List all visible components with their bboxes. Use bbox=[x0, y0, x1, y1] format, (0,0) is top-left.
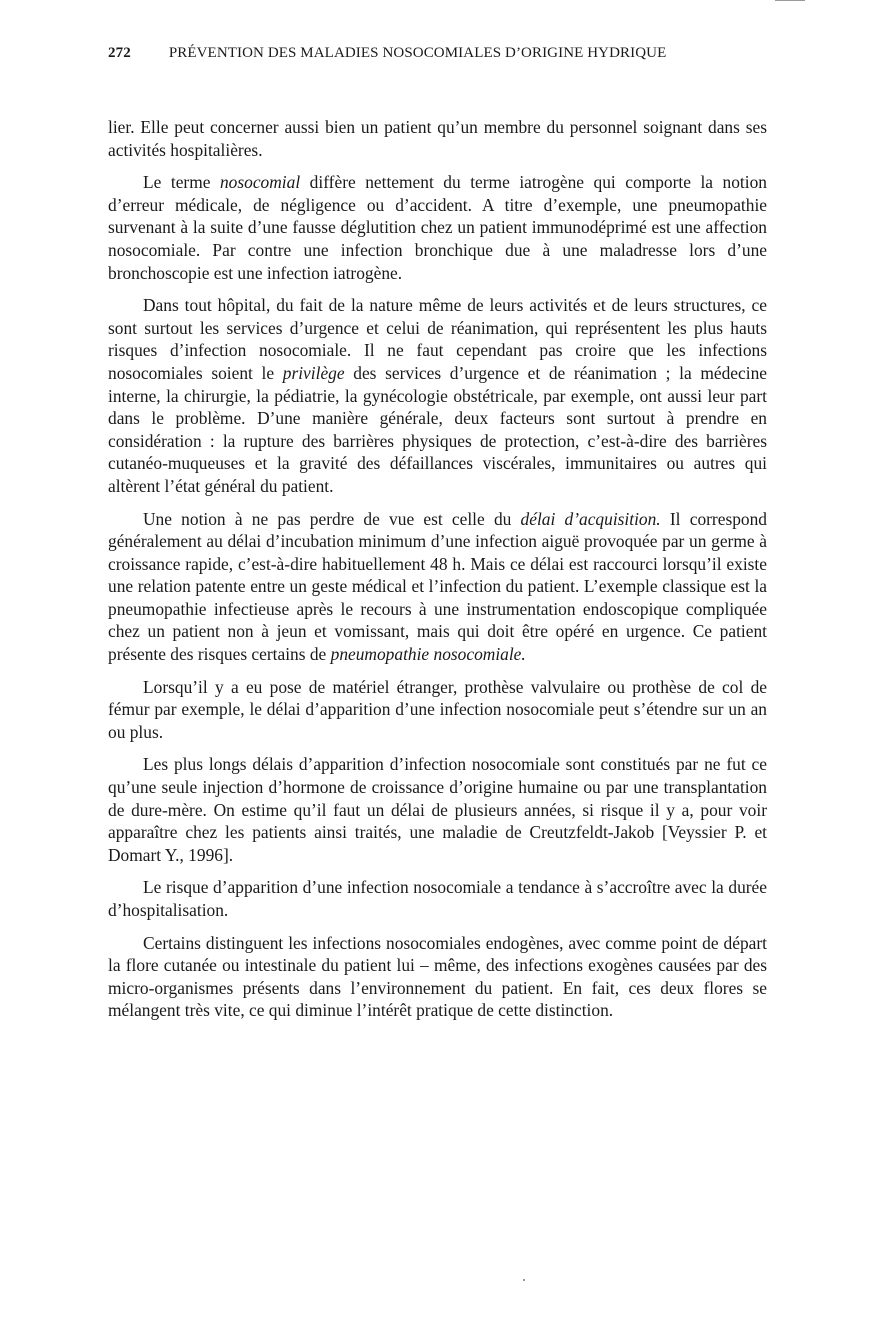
paragraph bbox=[108, 171, 767, 284]
page-number: 272 bbox=[108, 45, 131, 61]
top-edge-mark bbox=[775, 0, 805, 1]
body-text bbox=[108, 116, 767, 1032]
text-run: Le terme bbox=[143, 172, 220, 193]
text-run: Une notion à ne pas perdre de vue est celle du bbox=[143, 508, 521, 529]
paragraph bbox=[108, 676, 767, 744]
text-run: Lorsqu’il y a eu pose de matériel étranger, prothèse valvulaire ou prothèse de col de fémur par exemple, le délai d’apparition d’une infection nosocomiale peut s’étendre sur un an ou plus. bbox=[108, 676, 767, 742]
italic-term: nosocomial bbox=[219, 172, 301, 193]
text-run: lier. Elle peut concerner aussi bien un patient qu’un membre du personnel soignant dans ses activités hospitalières. bbox=[108, 117, 767, 160]
page-header bbox=[108, 45, 768, 62]
text-run: des services d’urgence et de réanimation ; la médecine interne, la chirurgie, la pédiatrie, la gynécologie obstétricale, par exemple, ont aussi leur part dans le problème. D’une manière générale, deux facteurs sont surtout à prendre en considération : la rupture des barrières physiques de protection, c’est-à-dire des barrières cutanéo-muqueuses et la gravité des défaillances viscérales, immunitaires ou autres qui altèrent l’état général du patient. bbox=[108, 362, 767, 496]
scan-speck bbox=[523, 1279, 525, 1281]
paragraph bbox=[108, 876, 767, 921]
text-run: Il correspond généralement au délai d’incubation minimum d’une infection aiguë provoquée par un germe à croissance rapide, c’est-à-dire habituellement 48 h. Mais ce délai est raccourci lorsqu’il existe une relation patente entre un geste médical et l’infection du patient. L’exemple classique est la pneumopathie infectieuse après le recours à une instrumentation endoscopique compliquée chez un patient non à jeun et vomissant, mais qui doit être opéré en urgence. Ce patient présente des risques certains de bbox=[108, 508, 767, 665]
text-run: Le risque d’apparition d’une infection nosocomiale a tendance à s’accroître avec la durée d’hospitalisation. bbox=[108, 877, 767, 920]
italic-term: privilège bbox=[282, 362, 345, 383]
italic-term: délai d’acquisition. bbox=[520, 508, 661, 529]
paragraph bbox=[108, 294, 767, 497]
paragraph bbox=[108, 932, 767, 1022]
paragraph bbox=[108, 753, 767, 866]
text-run: Dans tout hôpital, du fait de la nature même de leurs activités et de leurs structures, ce sont surtout les services d’urgence et celui de réanimation, qui représentent les plus hauts risques d’infection nosocomiale. Il ne faut cependant pas croire que les infections nosocomiales soient le bbox=[108, 295, 767, 383]
paragraph bbox=[108, 508, 767, 666]
italic-term: pneumopathie nosocomiale. bbox=[330, 644, 526, 665]
text-run: Certains distinguent les infections nosocomiales endogènes, avec comme point de départ la flore cutanée ou intestinale du patient lui – même, des infections exogènes causées par des micro-organismes présents dans l’environnement du patient. En fait, ces deux flores se mélangent très vite, ce qui diminue l’intérêt pratique de cette distinction. bbox=[108, 932, 767, 1021]
running-title: PRÉVENTION DES MALADIES NOSOCOMIALES D’ORIGINE HYDRIQUE bbox=[168, 45, 667, 61]
paragraph bbox=[108, 116, 767, 161]
text-run: Les plus longs délais d’apparition d’infection nosocomiale sont constitués par ne fut ce qu’une seule injection d’hormone de croissance d’origine humaine ou par une transplantation de dure-mère. On estime qu’il faut un délai de plusieurs années, si risque il y a, pour voir apparaître chez les patients ainsi traités, une maladie de Creutzfeldt-Jakob [Veyssier P. et Domart Y., 1996]. bbox=[108, 754, 767, 865]
text-run: diffère nettement du terme iatrogène qui comporte la notion d’erreur médicale, de négligence ou d’accident. A titre d’exemple, une pneumopathie survenant à la suite d’une fausse déglutition chez un patient immunodéprimé est une affection nosocomiale. Par contre une infection bronchique due à une maladresse lors d’une bronchoscopie est une infection iatrogène. bbox=[108, 172, 767, 283]
